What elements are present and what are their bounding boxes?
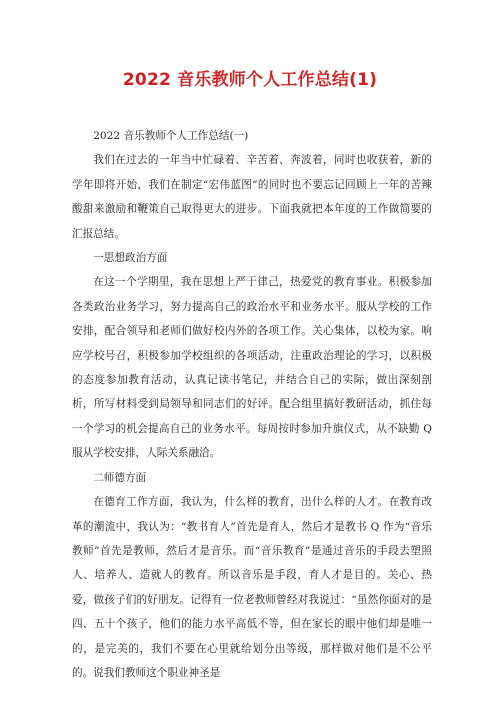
intro-paragraph: 我们在过去的一年当中忙碌着、辛苦着、奔波着，同时也收获着，新的学年即将开始，我们在制定“宏伟蓝图”的同时也不要忘记回顾上一年的苦辣酸甜来激励和鞭策自己取得更大的进步。下面我就把本年度的工作做简要的汇报总结。 bbox=[72, 154, 432, 240]
politics-paragraph: 在这一个学期里，我在思想上严于律己，热爱党的教育事业。积极参加各类政治业务学习，努力提高自己的政治水平和业务水平。服从学校的工作安排，配合领导和老师们做好校内外的各项工作。关心集体，以校为家。响应学校号召，积极参加学校组织的各项活动，注重政治理论的学习，以积极的态度参加教育活动，认真记读书笔记，并结合自己的实际，做出深刻剖析，所写材料受到局领导和同志们的好评。配合组里搞好教研活动，抓住每一个学习的机会提高自己的业务水平。每周按时参加升旗仪式，从不缺勤 Q 服从学校安排，人际关系融洽。 bbox=[72, 276, 432, 460]
section-heading-ethics: 二师德方面 bbox=[93, 471, 147, 484]
document-body bbox=[72, 124, 432, 685]
document-title: 2022 音乐教师个人工作总结(1) bbox=[122, 70, 378, 90]
section-heading-politics: 一思想政治方面 bbox=[93, 252, 168, 265]
ethics-paragraph: 在德育工作方面，我认为，什么样的教育，出什么样的人才。在教育改革的潮流中，我认为：“教书育人”首先是育人，然后才是教书 Q 作为“音乐教师”首先是教师，然后才是音乐。而“音乐教育”是通过音乐的手段去塑照人、培养人、造就人的教育。所以音乐是手段，育人才是目的。关心、热爱，做孩子们的好朋友。记得有一位老教师曾经对我说过：“虽然你面对的是四、五十个孩子，他们的能力水平高低不等，但在家长的眼中他们却是唯一的，是完美的，我们不要在心里就给划分出等级，那样做对他们是不公平的。说我们教师这个职业神圣是 bbox=[72, 496, 432, 679]
subtitle-paragraph: 2022 音乐教师个人工作总结(一) bbox=[93, 130, 249, 142]
